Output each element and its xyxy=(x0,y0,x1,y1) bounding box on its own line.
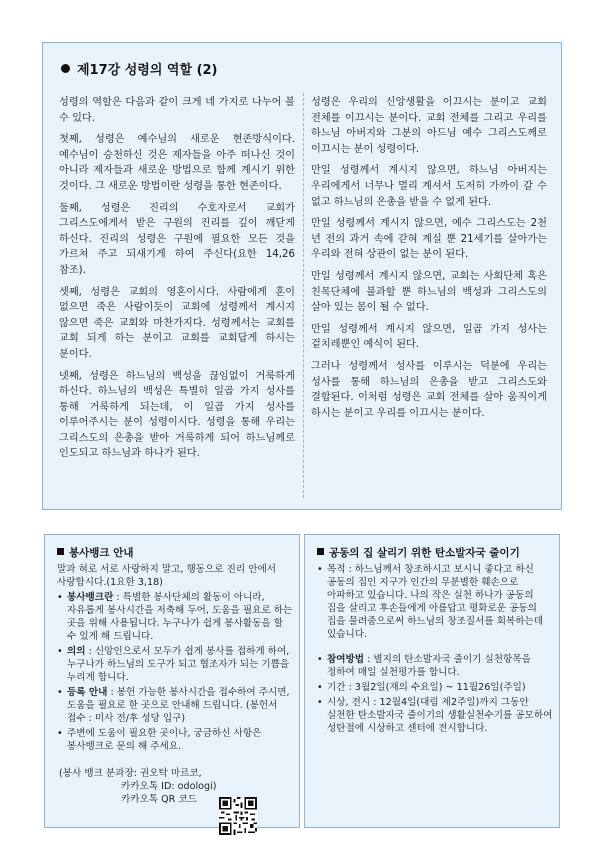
paragraph: 첫째, 성령은 예수님의 새로운 현존방식이다. 예수님이 승천하신 것은 제자들을 아주 떠나신 것이 아니라 제자들과 새로운 방법으로 함께 계시기 위한 것이다. 그 새로운 방법이란 성령을 통한 현존이다. xyxy=(59,134,295,192)
bullet-icon xyxy=(61,64,70,73)
lecture-panel xyxy=(42,42,562,510)
volunteer-intro: 말과 혀로 서로 사랑하지 말고, 행동으로 진리 안에서 사랑합시다.(1요한 3,18) xyxy=(57,564,277,588)
paragraph: 만일 성령께서 계시지 않으면, 교회는 사회단체 혹은 친목단체에 불과할 뿐 하느님의 백성과 그리스도의 살아 있는 몸이 될 수 없다. xyxy=(311,270,547,314)
paragraph: 만일 성령께서 계시지 않으면, 하느님 아버지는 우리에게서 너무나 멀리 계셔서 도저히 가까이 갈 수 없고 하느님의 은총을 받을 수 없게 된다. xyxy=(311,165,547,208)
lecture-title: 제17강 성령의 역할 (2) xyxy=(61,59,218,78)
paragraph: 셋째, 성령은 교회의 영혼이시다. 사람에게 혼이 없으면 죽은 사람이듯이 교회에 성령께서 계시지 않으면 죽은 교회와 마찬가지다. 성령께서는 교회를 교회 되게 하는 분이고 교회를 교회답게 하시는 분이다. xyxy=(59,286,295,360)
volunteer-body xyxy=(57,563,293,755)
square-bullet-icon xyxy=(317,548,324,555)
kakaotalk-qr-code-icon[interactable] xyxy=(219,797,257,835)
list-item: • 의의 : 신앙인으로서 모두가 쉽게 봉사를 접하게 하여, 누구나가 하느님의 도구가 되고 협조자가 되는 기쁨을 누리게 합니다. xyxy=(57,645,293,684)
lecture-right-column xyxy=(311,95,547,427)
list-item: • 시상, 전시 : 12월4일(대림 제2주일)까지 그동안 실천한 탄소발자국 줄이기의 생활실천수기를 공모하여 성탄절에 시상하고 센터에 전시합니다. xyxy=(317,696,553,735)
paragraph: 만일 성령께서 계시지 않으면, 일곱 가지 성사는 겉치레뿐인 예식이 된다. xyxy=(311,323,547,351)
list-item: • 등록 안내 : 봉헌 가능한 봉사시간을 접수하여 주시면, 도움을 필요로 한 곳으로 안내해 드립니다. (봉헌서 접수 : 미사 전/후 성당 입구) xyxy=(57,686,293,725)
paragraph: 만일 성령께서 계시지 않으면, 예수 그리스도는 2천 년 전의 과거 속에 갇혀 계실 뿐 21세기를 살아가는 우리와 전혀 상관이 없는 분이 된다. xyxy=(311,218,547,261)
lecture-left-column xyxy=(59,95,295,468)
carbon-footprint-box xyxy=(304,534,560,828)
volunteer-title: 봉사뱅크 안내 xyxy=(57,545,134,560)
volunteer-bank-box xyxy=(44,534,300,828)
square-bullet-icon xyxy=(57,548,64,555)
spacer xyxy=(317,643,553,653)
paragraph: 둘째, 성령은 진리의 수호자로서 교회가 그리스도에게서 받은 구원의 진리를 깊이 깨닫게 하신다. 진리의 성령은 구원에 필요한 모든 것을 가르쳐 주고 되새기게 하여 주신다(요한 14,26 참조). xyxy=(59,202,295,276)
list-item: • 목적 : 하느님께서 창조하시고 보시니 좋다고 하신 공동의 집인 지구가 인간의 무분별한 훼손으로 아파하고 있습니다. 나의 작은 실천 하나가 공동의 집을 살리고 후손들에게 아름답고 평화로운 공동의 집을 물려줌으로써 하느님의 창조질서를 회복하는데 있습니다. xyxy=(317,563,553,641)
column-divider xyxy=(303,93,304,498)
carbon-body xyxy=(317,563,553,737)
volunteer-list xyxy=(57,591,293,753)
contact-line: (봉사 뱅크 분과장: 권오탁 마르코, xyxy=(59,768,202,779)
paragraph: 넷째, 성령은 하느님의 백성을 끊임없이 거룩하게 하신다. 하느님의 백성은 특별히 일곱 가지 성사를 통해 거룩하게 되는데, 이 일곱 가지 성사를 이루어주시는 분이 성령이시다. 성령을 통해 우리는 그리스도의 은총을 받아 거룩하게 되어 하느님께로 인도되고 하느님과 하나가 된다. xyxy=(59,370,295,460)
list-item: • 봉사뱅크란 : 특별한 봉사단체의 활동이 아니라, 자유롭게 봉사시간을 저축해 두어, 도움을 필요로 하는 곳을 위해 사용됩니다. 누구나가 쉽게 봉사활동을 할 수 있게 해 드립니다. xyxy=(57,591,293,643)
carbon-title: 공동의 집 살리기 위한 탄소발자국 줄이기 xyxy=(317,545,520,560)
list-item: • 참여방법 : 별지의 탄소발자국 줄이기 실천항목을 정하여 매일 실천평가를 합니다. xyxy=(317,653,553,679)
carbon-list xyxy=(317,563,553,641)
paragraph: 성령은 우리의 신앙생활을 이끄시는 분이고 교회 전체를 이끄시는 분이다. 교회 전체를 그리고 우리를 하느님 아버지와 그분의 아드님 예수 그리스도께로 이끄시는 분이 성령이다. xyxy=(311,97,547,155)
contact-line: 카카오톡 QR 코드 xyxy=(121,794,197,805)
paragraph: 그러나 성령께서 성사를 이루시는 덕분에 우리는 성사를 통해 하느님의 은총을 받고 그리스도와 결합된다. 이처럼 성령은 교회 전체를 살아 움직이게 하시는 분이고 우리를 이끄시는 분이다. xyxy=(311,360,547,419)
carbon-list-2 xyxy=(317,653,553,735)
paragraph: 성령의 역할은 다음과 같이 크게 네 가지로 나누어 볼 수 있다. xyxy=(59,97,295,124)
list-item: • 기간 : 3월2일(재의 수요일) ~ 11월26일(주일) xyxy=(317,681,553,694)
list-item: • 주변에 도움이 필요한 곳이나, 궁금하신 사항은 봉사뱅크로 문의 해 주세요. xyxy=(57,727,293,753)
contact-line: 카카오톡 ID: odologi) xyxy=(121,781,217,792)
